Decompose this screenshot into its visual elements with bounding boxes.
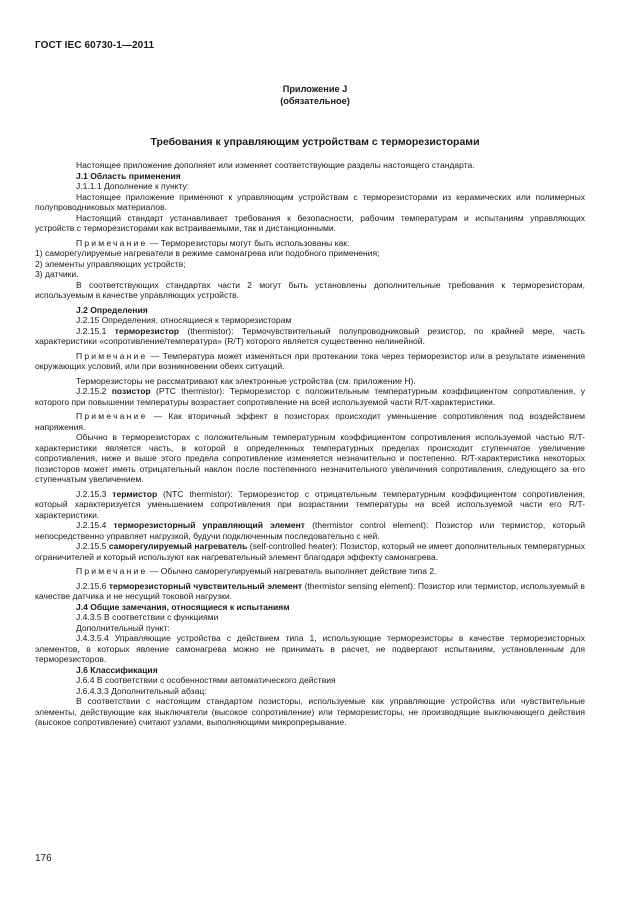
paragraph: Настоящее приложение дополняет или изменяет соответствующие разделы настоящего стандарта. bbox=[76, 160, 475, 170]
clause-number: J.2.15.5 bbox=[76, 541, 109, 551]
definition-text: (thermistor sensing element): Позистор или термистор, используемый в качестве датчика и не несущий токовой нагрузки. bbox=[35, 580, 585, 601]
paragraph: J.4.3.5.4 Управляющие устройства с действием типа 1, использующие терморезисторы в качестве терморезисторных элементов, в которых явление самонагрева можно не принимать в расчет, не подвергают испытаниям, установленным для терморезисторов. bbox=[35, 633, 585, 664]
clause-number: J.2.15.4 bbox=[76, 520, 114, 530]
paragraph: Терморезисторы не рассматривают как электронные устройства (см. приложение H). bbox=[76, 375, 416, 386]
definition-text: (thermistor): Термочувствительный полупроводниковый резистор, по крайней мере, часть характеристики «сопротивление/температура» (R/T) которого является существенно нелинейной. bbox=[35, 325, 585, 346]
paragraph: J.4.3.5 В соответствии с функциями bbox=[76, 612, 219, 622]
paragraph: Настоящий стандарт устанавливает требования к безопасности, рабочим температурам и испытаниям управляющих устройств с терморезисторами как встраиваемыми, так и дистанционными. bbox=[35, 212, 585, 233]
note-label: Примечание bbox=[76, 237, 148, 248]
definition-text: (NTC thermistor): Терморезистор с отрицательным температурным коэффициентом сопротивления, который характеризуется уменьшением сопротивления при возрастании температуры на всей используемой части его R/T-характеристики. bbox=[35, 488, 585, 520]
standard-header: ГОСТ IEC 60730-1—2011 bbox=[35, 40, 155, 51]
note-paragraph bbox=[35, 566, 585, 577]
definition-text: (self-controlled heater): Позистор, который не имеет дополнительных температурных ограничителей и который используют как нагревательный элемент благодаря эффекту самонагрева. bbox=[35, 541, 585, 562]
page-title: Требования к управляющим устройствам с терморезисторами bbox=[150, 136, 480, 148]
note-text: — Как вторичный эффект в позисторах происходит уменьшение сопротивления под воздействием напряжения. bbox=[35, 411, 585, 432]
clause-number: J.2.15.1 bbox=[76, 325, 115, 336]
note-paragraph bbox=[35, 238, 585, 249]
document-body bbox=[35, 160, 585, 728]
note-text: — Обычно саморегулируемый нагреватель выполняет действие типа 2. bbox=[147, 566, 437, 576]
note-label: Примечание bbox=[76, 411, 148, 421]
definition-text: (PTC thermistor): Терморезистор с положительным температурным коэффициентом сопротивления, у которого при повышении температуры возрастает сопротивление на всей используемой части R/T-характеристики. bbox=[35, 386, 585, 407]
paragraph: J.6.4 В соответствии с особенностями автоматического действия bbox=[76, 675, 336, 685]
clause-number: J.2.15.2 bbox=[76, 386, 112, 396]
definition-paragraph bbox=[35, 326, 585, 347]
annex-title: Приложение J bbox=[282, 84, 348, 94]
section-heading: J.6 Классификация bbox=[76, 664, 158, 675]
clause-number: J.2.15.3 bbox=[76, 488, 113, 499]
clause-number: J.2.15.6 bbox=[76, 580, 109, 591]
definition-paragraph bbox=[35, 581, 585, 602]
paragraph: В соответствии с настоящим стандартом позисторы, используемые как управляющие устройства или чувствительные элементы, действующие как выключатели (высокое сопротивление) или терморезисторы, не производящие выключающего действия (высокое сопротивление) считают узлами, выполняющими микропрерывание. bbox=[35, 696, 585, 727]
definition-paragraph bbox=[35, 386, 585, 407]
page-number: 176 bbox=[35, 853, 52, 864]
defined-term: терморезистор bbox=[114, 325, 180, 336]
paragraph: J.2.15 Определения, относящиеся к терморезисторам bbox=[76, 315, 292, 325]
definition-paragraph bbox=[35, 541, 585, 562]
paragraph: J.6.4.3.3 Дополнительный абзац: bbox=[76, 685, 207, 696]
paragraph: Дополнительный пункт: bbox=[76, 622, 170, 633]
note-label: Примечание bbox=[76, 350, 148, 361]
section-heading: J.1 Область применения bbox=[76, 170, 181, 181]
definition-text: (thermistor control element): Позистор или термистор, который непосредственно управляет нагрузкой, будучи подключенным последовательно с ней. bbox=[35, 520, 585, 541]
defined-term: терморезисторный управляющий элемент bbox=[113, 520, 305, 530]
defined-term: саморегулируемый нагреватель bbox=[108, 541, 248, 551]
paragraph: J.1.1.1 Дополнение к пункту: bbox=[76, 181, 190, 191]
note-text: — Терморезисторы могут быть использованы как: bbox=[147, 237, 350, 248]
definition-paragraph bbox=[35, 520, 585, 541]
section-heading: J.2 Определения bbox=[76, 304, 148, 315]
defined-term: термистор bbox=[112, 488, 158, 499]
list-item: 3) датчики. bbox=[35, 269, 79, 279]
annex-status: (обязательное) bbox=[280, 96, 350, 106]
note-text: — Температура может изменяться при протекании тока через терморезистор или в результате изменения окружающих условий, или при возникновении обеих ситуаций. bbox=[35, 350, 585, 371]
paragraph: Обычно в терморезисторах с положительным температурным коэффициентом сопротивления используемой частью R/T-характеристики является часть, в которой в определенных температурных пределах происходит ступенчатое увеличение сопротивления, ниже и выше этого предела сопротивление изменяется незначительно и постепенно. R/T-характеристика некоторых позисторов может иметь отрицательный наклон после постепенного незначительного увеличения сопротивления, следующего за его ступенчатым увеличением. bbox=[35, 432, 585, 484]
paragraph: В соответствующих стандартах части 2 могут быть установлены дополнительные требования к терморезисторам, используемым в качестве управляющих устройств. bbox=[35, 279, 585, 300]
list-item: 1) саморегулируемые нагреватели в режиме самонагрева или подобного применения; bbox=[35, 248, 380, 258]
defined-term: позистор bbox=[111, 386, 151, 396]
note-paragraph bbox=[35, 411, 585, 432]
definition-paragraph bbox=[35, 489, 585, 521]
annex-heading bbox=[0, 83, 630, 107]
note-label: Примечание bbox=[76, 566, 148, 576]
note-paragraph bbox=[35, 351, 585, 372]
section-heading: J.4 Общие замечания, относящиеся к испытаниям bbox=[76, 601, 290, 612]
list-item: 2) элементы управляющих устройств; bbox=[35, 258, 186, 269]
paragraph: Настоящее приложение применяют к управляющим устройствам с терморезисторами из керамических или полимерных полупроводниковых материалов. bbox=[35, 191, 585, 212]
defined-term: терморезисторный чувствительный элемент bbox=[108, 580, 303, 591]
